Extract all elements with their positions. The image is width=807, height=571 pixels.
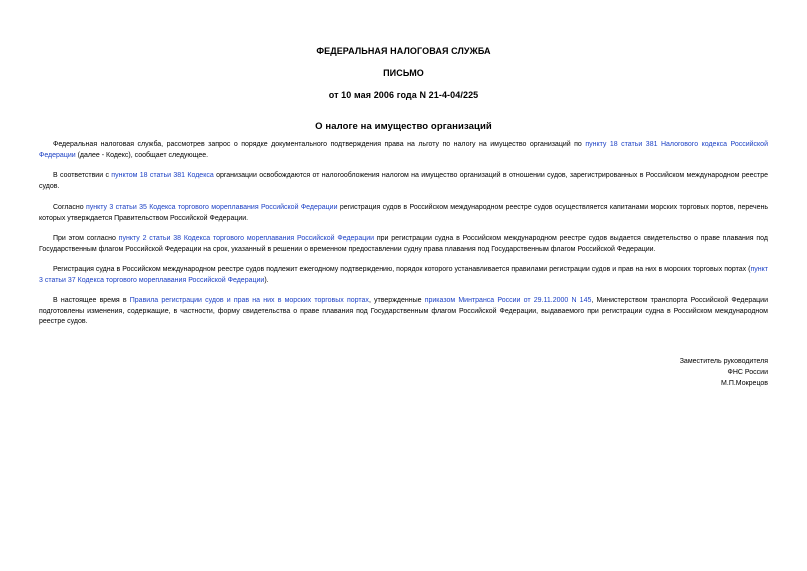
paragraph-text: Федеральная налоговая служба, рассмотрев запрос о порядке документального подтверждения права на льготу по налогу на имущество организаций по bbox=[53, 141, 586, 148]
mintrans-order-145-link[interactable]: приказом Минтранса России от 29.11.2000 N 145 bbox=[424, 297, 592, 304]
signatory-organization: ФНС России bbox=[727, 369, 768, 376]
document-subject: О налоге на имущество организаций bbox=[315, 121, 492, 132]
agency-heading: ФЕДЕРАЛЬНАЯ НАЛОГОВАЯ СЛУЖБА bbox=[316, 46, 491, 56]
paragraph-text: при регистрации судна в Российском международном реестре судов выдается свидетельство о праве плавания под Государственным флагом Российской Федерации на срок, указанный в решении о временном предоставлении судну права плавания под Государственным флагом Российской Федерации. bbox=[39, 235, 768, 253]
paragraph-text: В настоящее время в bbox=[53, 297, 130, 304]
paragraph-2 bbox=[39, 171, 768, 192]
paragraph-text: Регистрация судна в Российском международном реестре судов подлежит ежегодному подтверждению, порядок которого устанавливается правилами регистрации судов и прав на них в морских торговых портах ( bbox=[53, 266, 751, 273]
code-article-381-link[interactable]: пунктом 18 статьи 381 Кодекса bbox=[111, 172, 214, 179]
maritime-code-article-35-link[interactable]: пункту 3 статьи 35 Кодекса торгового мореплавания Российской Федерации bbox=[85, 204, 338, 211]
paragraph-text: регистрация судов в Российском международном реестре судов осуществляется капитанами морских торговых портов, перечень которых утверждается Правительством Российской Федерации. bbox=[39, 204, 769, 222]
maritime-code-article-37-link[interactable]: пункт 3 статьи 37 Кодекса торгового мореплавания Российской Федерации bbox=[39, 266, 768, 284]
paragraph-text: , Министерством транспорта Российской Федерации подготовлены изменения, содержащие, в частности, форму свидетельства о праве плавания под Государственным флагом Российской Федерации, выдаваемого при регистрации судна в Российском международном реестре судов. bbox=[39, 297, 768, 326]
maritime-code-article-38-link[interactable]: пункту 2 статьи 38 Кодекса торгового мореплавания Российской Федерации bbox=[118, 235, 375, 242]
signatory-name: М.П.Мокрецов bbox=[721, 380, 768, 387]
tax-code-article-381-link[interactable]: пункту 18 статьи 381 Налогового кодекса Российской Федерации bbox=[39, 141, 768, 159]
paragraph-3 bbox=[39, 203, 768, 224]
paragraph-5 bbox=[39, 265, 768, 286]
paragraph-text: В соответствии с bbox=[53, 172, 112, 179]
signatory-position: Заместитель руководителя bbox=[679, 358, 768, 365]
paragraph-text: организации освобождаются от налогообложения налогом на имущество организаций в отношении судов, зарегистрированных в Российском международном реестре судов. bbox=[39, 172, 769, 190]
paragraph-4 bbox=[39, 234, 768, 255]
paragraph-6 bbox=[39, 296, 768, 328]
paragraph-1 bbox=[39, 140, 768, 161]
paragraph-text: При этом согласно bbox=[53, 235, 119, 242]
document-type-heading: ПИСЬМО bbox=[383, 68, 424, 78]
paragraph-text: ). bbox=[264, 276, 269, 284]
paragraph-text: , утвержденные bbox=[368, 297, 425, 304]
paragraph-text: Согласно bbox=[53, 204, 86, 211]
ship-registration-rules-link[interactable]: Правила регистрации судов и прав на них в морских торговых портах bbox=[129, 297, 369, 304]
document-date-number: от 10 мая 2006 года N 21-4-04/225 bbox=[328, 90, 479, 100]
paragraph-text: (далее - Кодекс), сообщает следующее. bbox=[75, 151, 209, 159]
